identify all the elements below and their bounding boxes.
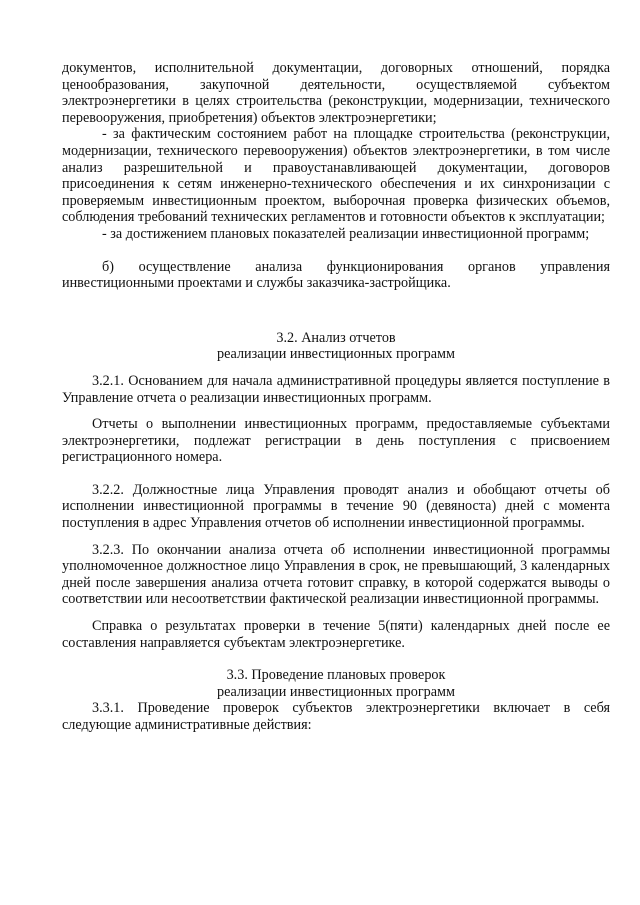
paragraph-3-3-1: 3.3.1. Проведение проверок субъектов электроэнергетики включает в себя следующие административные действия: <box>62 700 610 733</box>
paragraph-3-2-1: 3.2.1. Основанием для начала административной процедуры является поступление в Управление отчета о реализации инвестиционных программ. <box>62 372 610 406</box>
section-3-3-subtitle: реализации инвестиционных программ <box>216 683 455 700</box>
bullet-plan-indicators: - за достижением плановых показателей реализации инвестиционной программ; <box>102 225 590 242</box>
paragraph-reports-registration: Отчеты о выполнении инвестиционных программ, предоставляемые субъектами электроэнергетики, подлежат регистрации в день поступления с присвоением регистрационного номера. <box>62 416 610 466</box>
paragraph-spravka: Справка о результатах проверки в течение 5(пяти) календарных дней после ее составления направляется субъектам электроэнергетике. <box>62 618 610 651</box>
paragraph-3-2-2: 3.2.2. Должностные лица Управления проводят анализ и обобщают отчеты об исполнении инвестиционной программы в течение 90 (девяноста) дней с момента поступления в адрес Управления отчетов об исполнении инвестиционной программы. <box>62 481 610 532</box>
paragraph-3-2-3: 3.2.3. По окончании анализа отчета об исполнении инвестиционной программы уполномоченное должностное лицо Управления в срок, не превышающий, 3 календарных дней после завершения анализа отчета готовит справку, в которой содержатся выводы о соответствии или несоответствии фактической реализации инвестиционной программы. <box>62 541 610 608</box>
bullet-construction-status: - за фактическим состоянием работ на площадке строительства (реконструкции, модернизации, технического перевооружения) объектов электроэнергетики, в том числе анализ разрешительной и правоустанавливающей документации, договоров присоединения к сетям инженерно-технического обеспечения и их синхронизации с проверяемым инвестиционным проектом, выборочная проверка физических объемов, соблюдения требований технических регламентов и готовности объектов к эксплуатации; <box>62 126 610 226</box>
section-3-2-title: 3.2. Анализ отчетов <box>276 329 396 346</box>
section-3-2-subtitle: реализации инвестиционных программ <box>216 346 455 363</box>
item-b-paragraph: б) осуществление анализа функционирования органов управления инвестиционными проектами и службы заказчика-застройщика. <box>62 258 610 292</box>
section-3-3-title: 3.3. Проведение плановых проверок <box>226 667 446 684</box>
continuation-paragraph: документов, исполнительной документации, договорных отношений, порядка ценообразования, закупочной деятельности, осуществляемой субъектом электроэнергетики в целях строительства (реконструкции, модернизации, технического перевооружения, приобретения) объектов электроэнергетики; <box>62 60 610 126</box>
document-page <box>62 60 610 734</box>
